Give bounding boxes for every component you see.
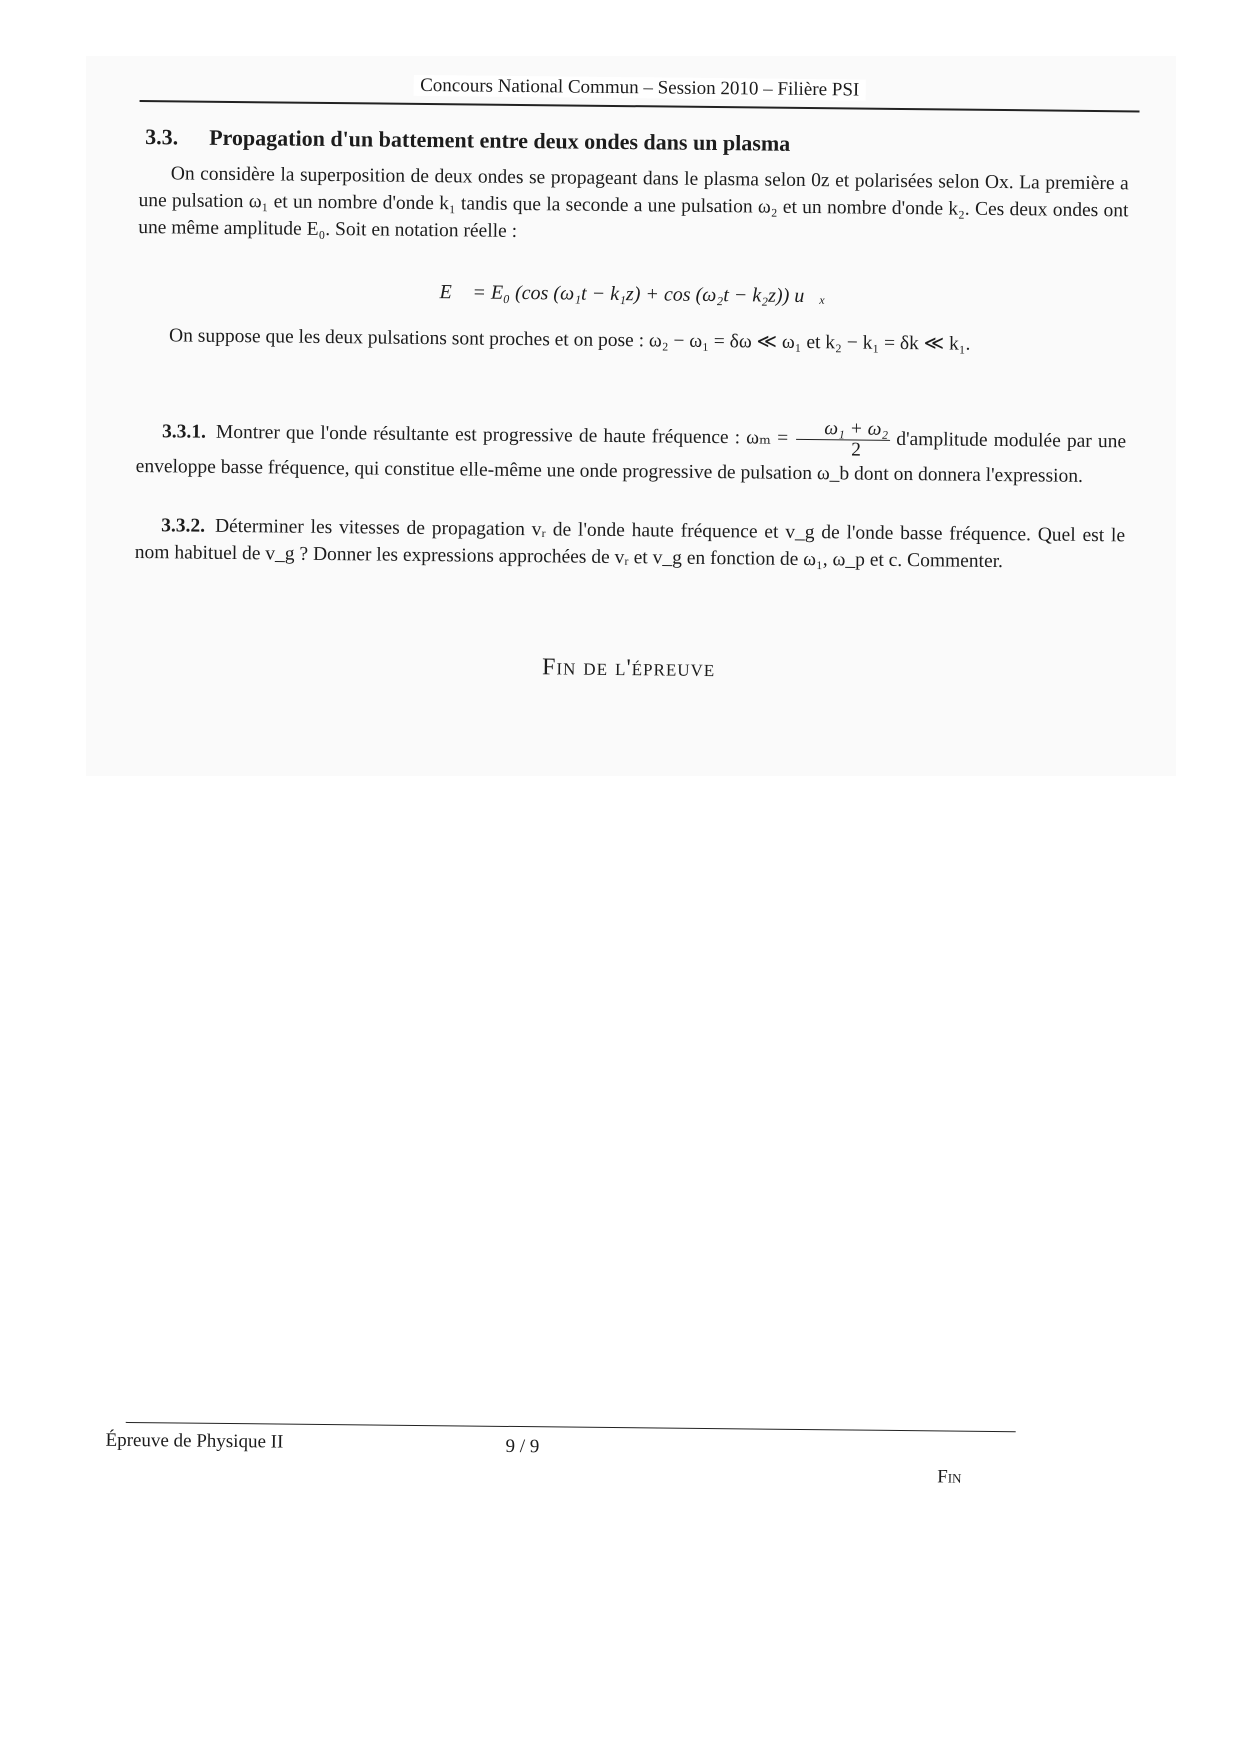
fraction-omega-m xyxy=(796,419,890,461)
question-text: Déterminer les vitesses de propagation vᵣ de l'onde haute fréquence et v_g de l'onde basse fréquence. Quel est le nom habituel de v_g ? Donner les expressions approchées de vᵣ et v_g en fonction de ω₁, ω_p et c. Commenter. xyxy=(134,515,1126,573)
question-text-after: d'amplitude modulée par une enveloppe basse fréquence, qui constitue elle-même une onde progressive de pulsation ω_b dont on donnera l'expression. xyxy=(135,428,1127,487)
fraction-denominator: 2 xyxy=(851,439,862,461)
end-of-exam: Fin de l'épreuve xyxy=(541,654,716,683)
question-text-before: Montrer que l'onde résultante est progressive de haute fréquence : ωₘ = xyxy=(215,421,789,449)
section-number: 3.3. xyxy=(145,124,179,150)
wave-equation: E⃗ = E₀ (cos (ω₁t − k₁z) + cos (ω₂t − k₂z)) u⃗ₓ xyxy=(439,281,826,308)
intro-paragraph: On considère la superposition de deux ondes se propageant dans le plasma selon 0z et polarisées selon Ox. La première a une pulsation ω₁ et un nombre d'onde k₁ tandis que la seconde a une pulsation ω₂ et un nombre d'onde k₂. Ces deux ondes ont une même amplitude E₀. Soit en notation réelle : xyxy=(138,163,1129,242)
assumption-paragraph: On suppose que les deux pulsations sont proches et on pose : ω₂ − ω₁ = δω ≪ ω₁ et k₂ − k₁ = δk ≪ k₁. xyxy=(169,325,971,355)
section-title: Propagation d'un battement entre deux ondes dans un plasma xyxy=(209,124,791,156)
question-number: 3.3.1. xyxy=(161,421,207,443)
section-heading xyxy=(145,124,790,157)
question-number: 3.3.2. xyxy=(161,515,206,537)
question-3-3-1 xyxy=(136,412,1127,490)
document-page xyxy=(105,60,1140,1730)
fraction-numerator: ω₁ + ω₂ xyxy=(796,419,890,441)
header-title: Concours National Commun – Session 2010 – Filière PSI xyxy=(414,75,865,101)
footer-exam-title: Épreuve de Physique II xyxy=(105,1429,284,1453)
question-3-3-2 xyxy=(135,512,1126,576)
page-header xyxy=(139,70,1139,120)
footer-end-label: Fin xyxy=(937,1466,962,1488)
footer-page-number: 9 / 9 xyxy=(505,1435,540,1458)
